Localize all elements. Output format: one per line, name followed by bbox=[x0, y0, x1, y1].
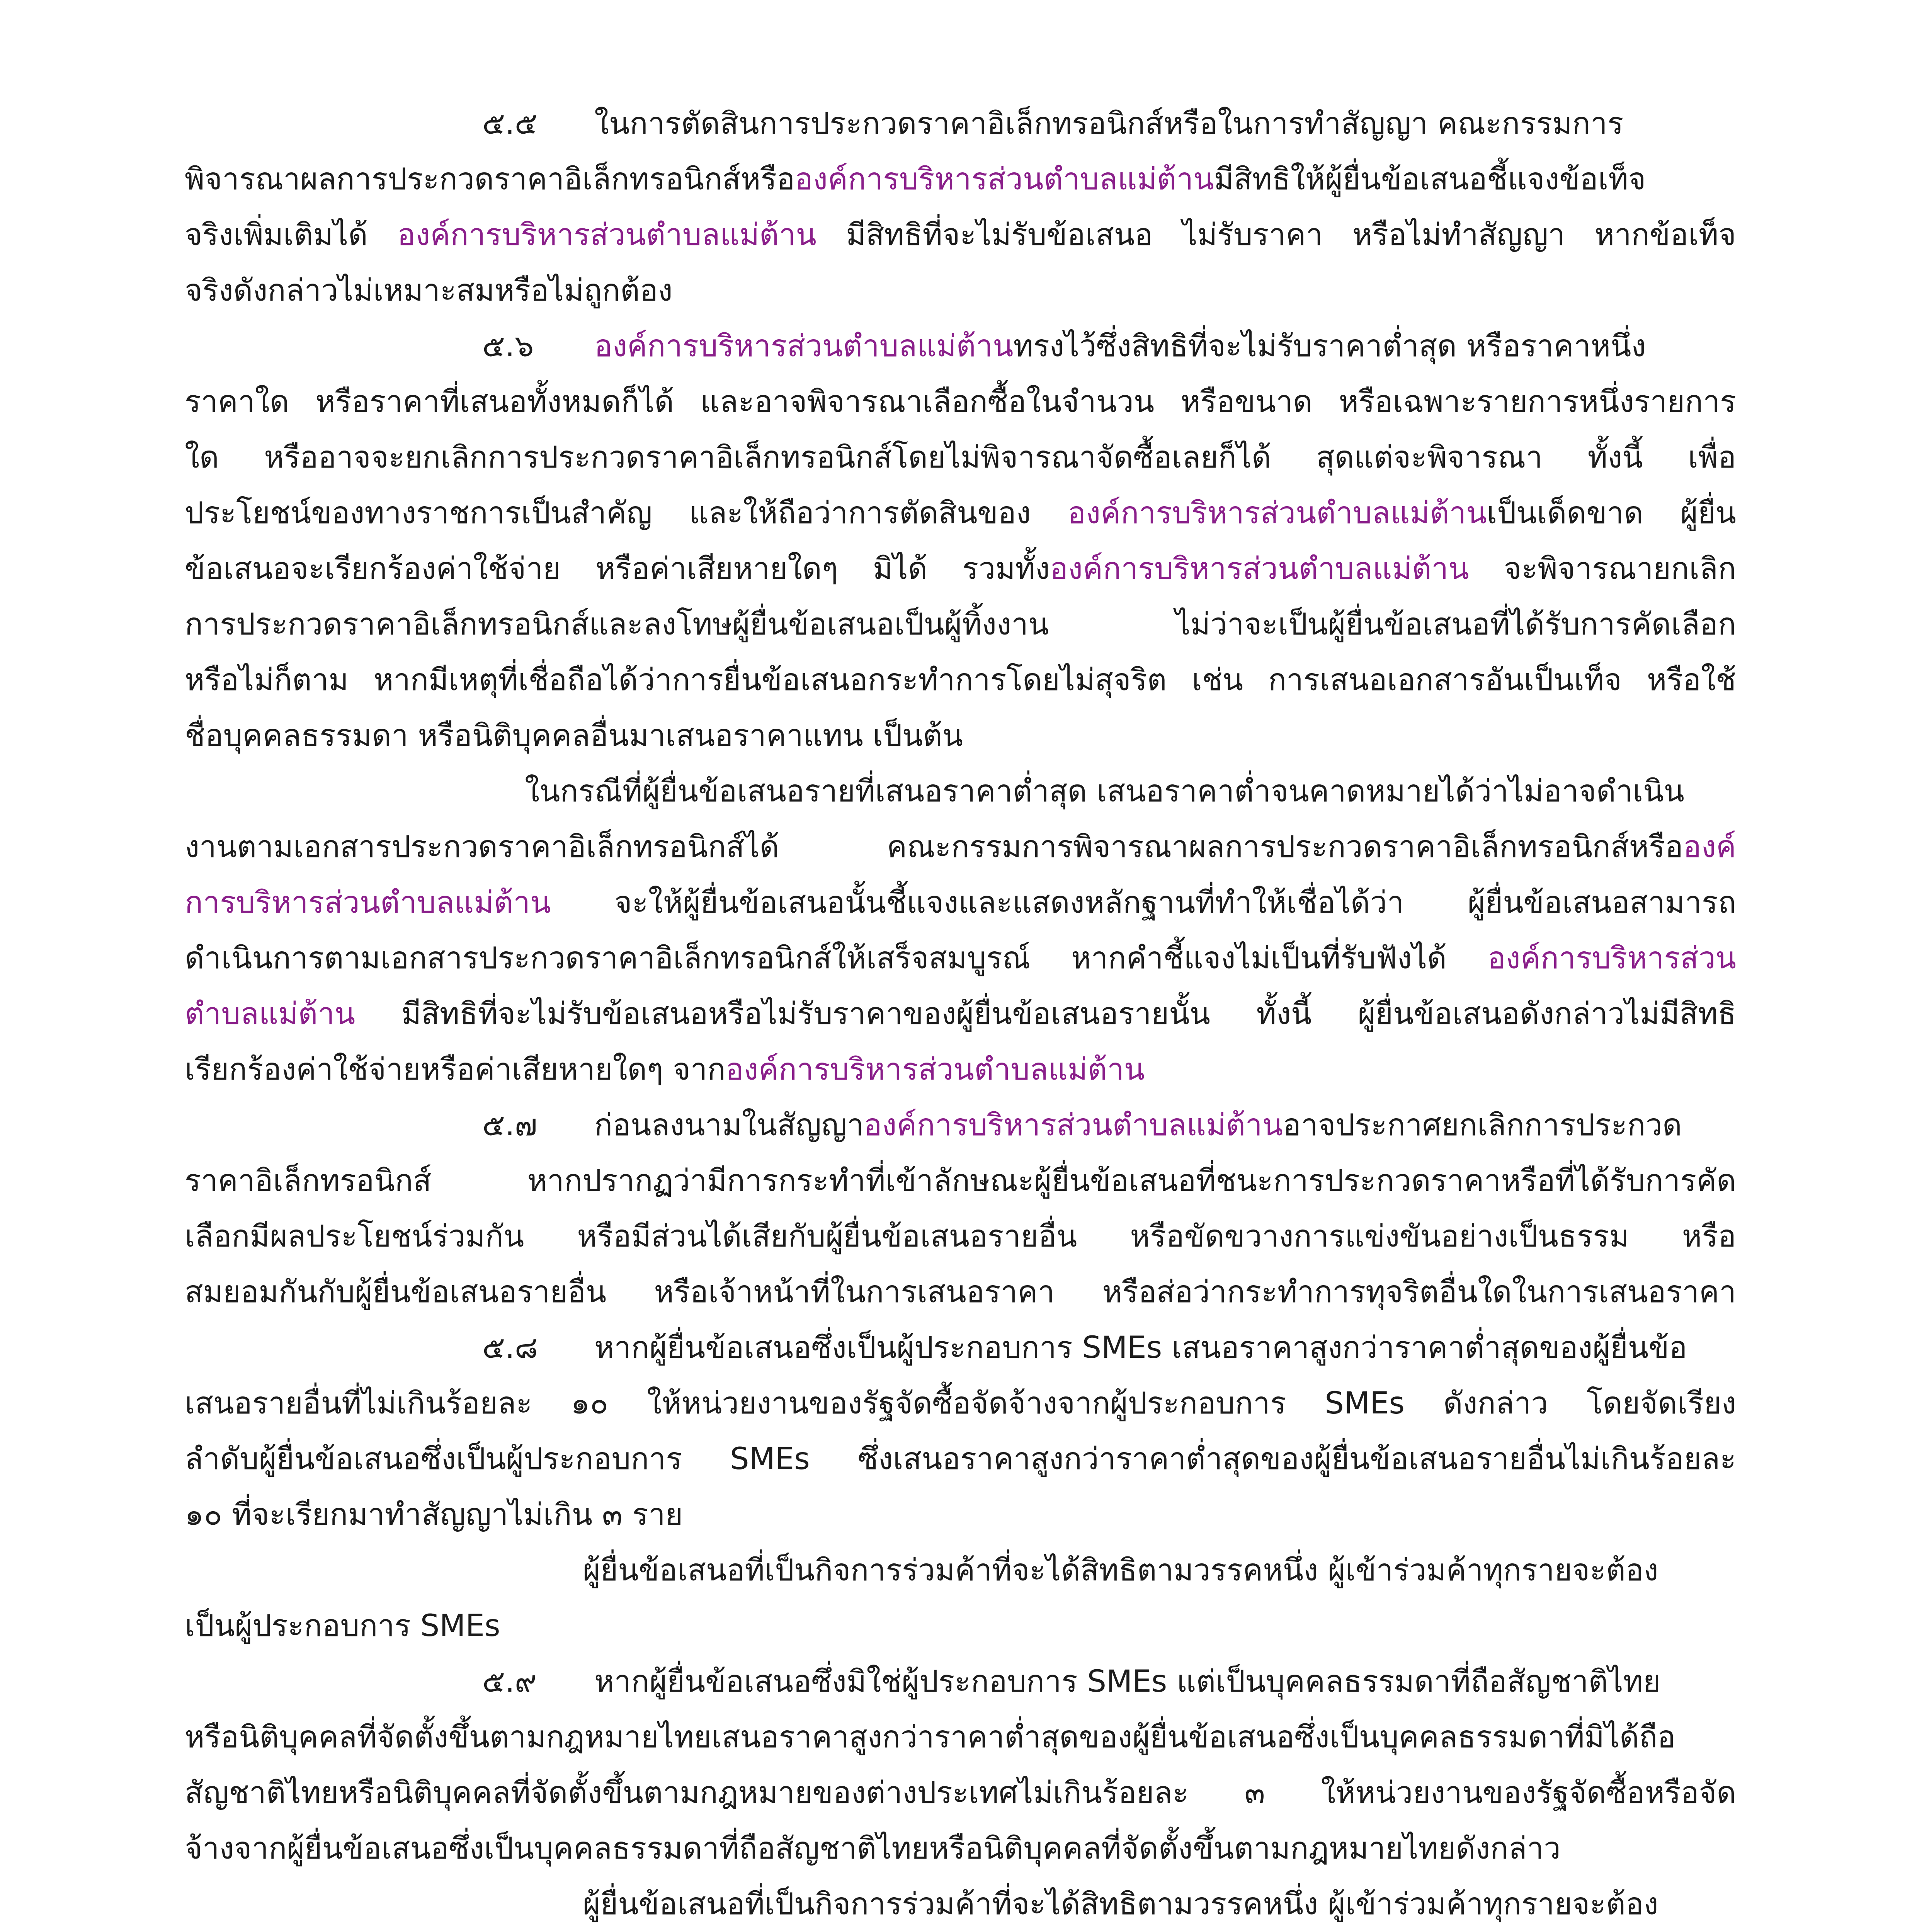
org-name: ตำบลแม่ต้าน bbox=[185, 997, 356, 1031]
s56-line-4: ประโยชน์ของทางราชการเป็นสำคัญ และให้ถือว่าการตัดสินของ องค์การบริหารส่วนตำบลแม่ต้านเป็นเด็ดขาด ผู้ยื่น bbox=[185, 496, 1736, 531]
s58-line-1: ๕.๘ หากผู้ยื่นข้อเสนอซึ่งเป็นผู้ประกอบการ SMEs เสนอราคาสูงกว่าราคาต่ำสุดของผู้ยื่นข้อ bbox=[185, 1325, 1736, 1375]
org-name: องค์การบริหารส่วนตำบลแม่ต้าน bbox=[1050, 551, 1469, 586]
org-name: องค์การบริหารส่วน bbox=[1487, 941, 1736, 976]
s56-para2-line-4: ดำเนินการตามเอกสารประกวดราคาอิเล็กทรอนิกส์ให้เสร็จสมบูรณ์ หากคำชี้แจงไม่เป็นที่รับฟังได้ องค์การบริหารส่วน bbox=[185, 941, 1736, 976]
s58-para2-line-2: เป็นผู้ประกอบการ SMEs bbox=[185, 1609, 500, 1643]
s59-line-3: สัญชาติไทยหรือนิติบุคคลที่จัดตั้งขึ้นตามกฎหมายของต่างประเทศไม่เกินร้อยละ ๓ ให้หน่วยงานของรัฐจัดซื้อหรือจัด bbox=[185, 1776, 1736, 1810]
s56-para2-line-1: ในกรณีที่ผู้ยื่นข้อเสนอรายที่เสนอราคาต่ำสุด เสนอราคาต่ำจนคาดหมายได้ว่าไม่อาจดำเนิน bbox=[525, 774, 1684, 809]
section-number: ๕.๖ bbox=[482, 329, 534, 364]
s59-line-1: ๕.๙ หากผู้ยื่นข้อเสนอซึ่งมิใช่ผู้ประกอบการ SMEs แต่เป็นบุคคลธรรมดาที่ถือสัญชาติไทย bbox=[185, 1658, 1736, 1709]
section-number: ๕.๕ bbox=[482, 106, 538, 141]
s59-line-2: หรือนิติบุคคลที่จัดตั้งขึ้นตามกฎหมายไทยเสนอราคาสูงกว่าราคาต่ำสุดของผู้ยื่นข้อเสนอซึ่งเป็นบุคคลธรรมดาที่มิได้ถือ bbox=[185, 1720, 1675, 1755]
s58-line-3: ลำดับผู้ยื่นข้อเสนอซึ่งเป็นผู้ประกอบการ SMEs ซึ่งเสนอราคาสูงกว่าราคาต่ำสุดของผู้ยื่นข้อเสนอรายอื่นไม่เกินร้อยละ bbox=[185, 1442, 1736, 1476]
s56-para2-line-2: งานตามเอกสารประกวดราคาอิเล็กทรอนิกส์ได้ คณะกรรมการพิจารณาผลการประกวดราคาอิเล็กทรอนิกส์หรือองค์ bbox=[185, 830, 1736, 864]
s56-para2-line-6: เรียกร้องค่าใช้จ่ายหรือค่าเสียหายใดๆ จากองค์การบริหารส่วนตำบลแม่ต้าน bbox=[185, 1052, 1145, 1087]
section-number: ๕.๘ bbox=[482, 1330, 538, 1365]
s55-line-2: พิจารณาผลการประกวดราคาอิเล็กทรอนิกส์หรือองค์การบริหารส่วนตำบลแม่ต้านมีสิทธิให้ผู้ยื่นข้อเสนอชี้แจงข้อเท็จ bbox=[185, 162, 1646, 197]
org-name: องค์การบริหารส่วนตำบลแม่ต้าน bbox=[594, 329, 1014, 364]
s56-line-3: ใด หรืออาจจะยกเลิกการประกวดราคาอิเล็กทรอนิกส์โดยไม่พิจารณาจัดซื้อเลยก็ได้ สุดแต่จะพิจารณา ทั้งนี้ เพื่อ bbox=[185, 440, 1736, 475]
org-name: องค์การบริหารส่วนตำบลแม่ต้าน bbox=[1068, 496, 1487, 531]
s57-line-1: ๕.๗ ก่อนลงนามในสัญญาองค์การบริหารส่วนตำบลแม่ต้านอาจประกาศยกเลิกการประกวด bbox=[185, 1102, 1736, 1152]
section-number: ๕.๗ bbox=[482, 1108, 538, 1143]
s58-para2-line-1: ผู้ยื่นข้อเสนอที่เป็นกิจการร่วมค้าที่จะได้สิทธิตามวรรคหนึ่ง ผู้เข้าร่วมค้าทุกรายจะต้อง bbox=[583, 1553, 1658, 1588]
org-name: องค์การบริหารส่วนตำบลแม่ต้าน bbox=[397, 218, 816, 252]
s57-line-4: สมยอมกันกับผู้ยื่นข้อเสนอรายอื่น หรือเจ้าหน้าที่ในการเสนอราคา หรือส่อว่ากระทำการทุจริตอื่นใดในการเสนอราคา bbox=[185, 1275, 1736, 1310]
section-number: ๕.๙ bbox=[482, 1664, 537, 1699]
s55-line-4: จริงดังกล่าวไม่เหมาะสมหรือไม่ถูกต้อง bbox=[185, 273, 673, 308]
s56-line-2: ราคาใด หรือราคาที่เสนอทั้งหมดก็ได้ และอาจพิจารณาเลือกซื้อในจำนวน หรือขนาด หรือเฉพาะรายการหนึ่งรายการ bbox=[185, 384, 1736, 419]
org-name: องค์การบริหารส่วนตำบลแม่ต้าน bbox=[725, 1052, 1145, 1087]
s57-line-2: ราคาอิเล็กทรอนิกส์ หากปรากฏว่ามีการกระทำที่เข้าลักษณะผู้ยื่นข้อเสนอที่ชนะการประกวดราคาหรือที่ได้รับการคัด bbox=[185, 1163, 1736, 1198]
org-name: องค์การบริหารส่วนตำบลแม่ต้าน bbox=[864, 1108, 1283, 1143]
org-name: การบริหารส่วนตำบลแม่ต้าน bbox=[185, 885, 551, 920]
s56-line-1: ๕.๖ องค์การบริหารส่วนตำบลแม่ต้านทรงไว้ซึ่งสิทธิที่จะไม่รับราคาต่ำสุด หรือราคาหนึ่ง bbox=[185, 323, 1736, 373]
s56-line-5: ข้อเสนอจะเรียกร้องค่าใช้จ่าย หรือค่าเสียหายใดๆ มิได้ รวมทั้งองค์การบริหารส่วนตำบลแม่ต้าน จะพิจารณายกเลิก bbox=[185, 551, 1736, 586]
s58-line-2: เสนอรายอื่นที่ไม่เกินร้อยละ ๑๐ ให้หน่วยงานของรัฐจัดซื้อจัดจ้างจากผู้ประกอบการ SMEs ดังกล่าว โดยจัดเรียง bbox=[185, 1386, 1736, 1421]
s56-line-6: การประกวดราคาอิเล็กทรอนิกส์และลงโทษผู้ยื่นข้อเสนอเป็นผู้ทิ้งงาน ไม่ว่าจะเป็นผู้ยื่นข้อเสนอที่ได้รับการคัดเลือก bbox=[185, 607, 1736, 642]
s55-line-3: จริงเพิ่มเติมได้ องค์การบริหารส่วนตำบลแม่ต้าน มีสิทธิที่จะไม่รับข้อเสนอ ไม่รับราคา หรือไม่ทำสัญญา หากข้อเท็จ bbox=[185, 218, 1736, 252]
s56-para2-line-3: การบริหารส่วนตำบลแม่ต้าน จะให้ผู้ยื่นข้อเสนอนั้นชี้แจงและแสดงหลักฐานที่ทำให้เชื่อได้ว่า ผู้ยื่นข้อเสนอสามารถ bbox=[185, 885, 1736, 920]
s57-line-3: เลือกมีผลประโยชน์ร่วมกัน หรือมีส่วนได้เสียกับผู้ยื่นข้อเสนอรายอื่น หรือขัดขวางการแข่งขันอย่างเป็นธรรม หรือ bbox=[185, 1219, 1736, 1254]
org-name: องค์การบริหารส่วนตำบลแม่ต้าน bbox=[795, 162, 1214, 197]
s56-line-8: ชื่อบุคคลธรรมดา หรือนิติบุคคลอื่นมาเสนอราคาแทน เป็นต้น bbox=[185, 718, 963, 753]
s55-line-1: ๕.๕ ในการตัดสินการประกวดราคาอิเล็กทรอนิกส์หรือในการทำสัญญา คณะกรรมการ bbox=[185, 100, 1736, 151]
s56-para2-line-5: ตำบลแม่ต้าน มีสิทธิที่จะไม่รับข้อเสนอหรือไม่รับราคาของผู้ยื่นข้อเสนอรายนั้น ทั้งนี้ ผู้ยื่นข้อเสนอดังกล่าวไม่มีสิทธิ bbox=[185, 997, 1736, 1031]
org-name: องค์ bbox=[1683, 830, 1736, 864]
s58-line-4: ๑๐ ที่จะเรียกมาทำสัญญาไม่เกิน ๓ ราย bbox=[185, 1497, 683, 1532]
s56-line-7: หรือไม่ก็ตาม หากมีเหตุที่เชื่อถือได้ว่าการยื่นข้อเสนอกระทำการโดยไม่สุจริต เช่น การเสนอเอกสารอันเป็นเท็จ หรือใช้ bbox=[185, 663, 1736, 697]
s59-line-4: จ้างจากผู้ยื่นข้อเสนอซึ่งเป็นบุคคลธรรมดาที่ถือสัญชาติไทยหรือนิติบุคคลที่จัดตั้งขึ้นตามกฎหมายไทยดังกล่าว bbox=[185, 1831, 1561, 1866]
s59-para2-line-1: ผู้ยื่นข้อเสนอที่เป็นกิจการร่วมค้าที่จะได้สิทธิตามวรรคหนึ่ง ผู้เข้าร่วมค้าทุกรายจะต้อง bbox=[583, 1887, 1658, 1922]
